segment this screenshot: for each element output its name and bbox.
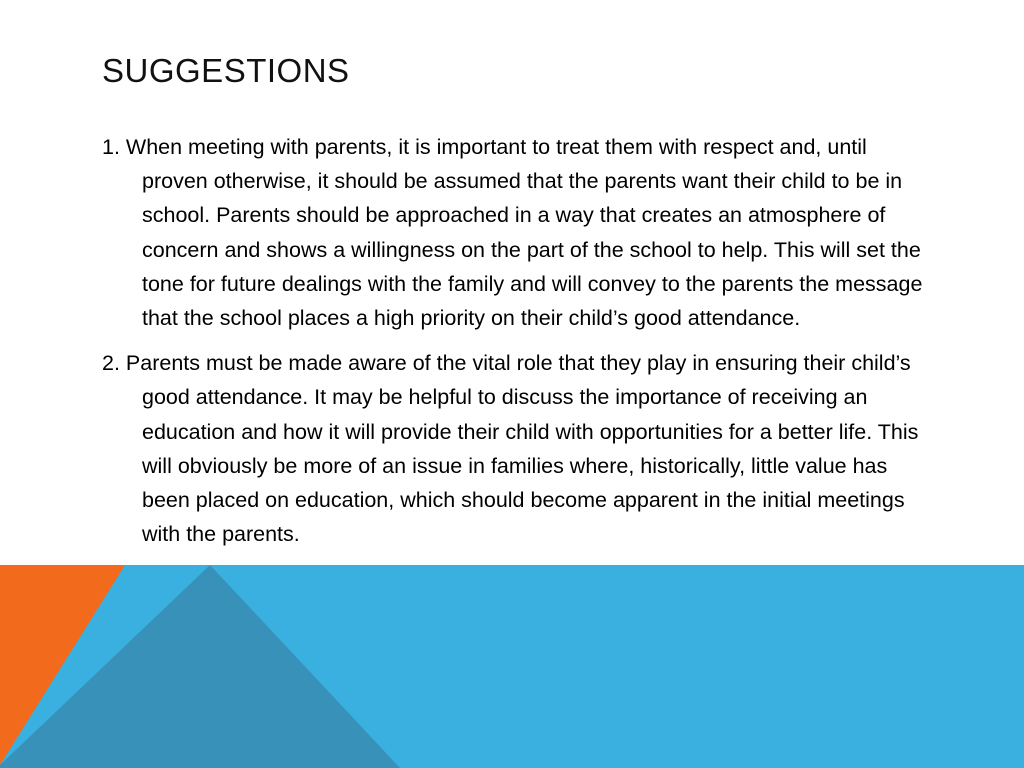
suggestion-paragraph-2: 2. Parents must be made aware of the vital role that they play in ensuring their child’s good attendance. It may be helpful to discuss the importance of receiving an education and how it will provide their child with opportunities for a better life. This will obviously be more of an issue in families where, historically, little value has been placed on education, which should become apparent in the initial meetings with the parents. xyxy=(102,351,919,547)
slide-content xyxy=(102,130,932,562)
suggestion-paragraph-1: 1. When meeting with parents, it is important to treat them with respect and, until proven otherwise, it should be assumed that the parents want their child to be in school. Parents should be approached in a way that creates an atmosphere of concern and shows a willingness on the part of the school to help. This will set the tone for future dealings with the family and will convey to the parents the message that the school places a high priority on their child’s good attendance. xyxy=(102,135,923,331)
slide-title: SUGGESTIONS xyxy=(102,52,350,89)
